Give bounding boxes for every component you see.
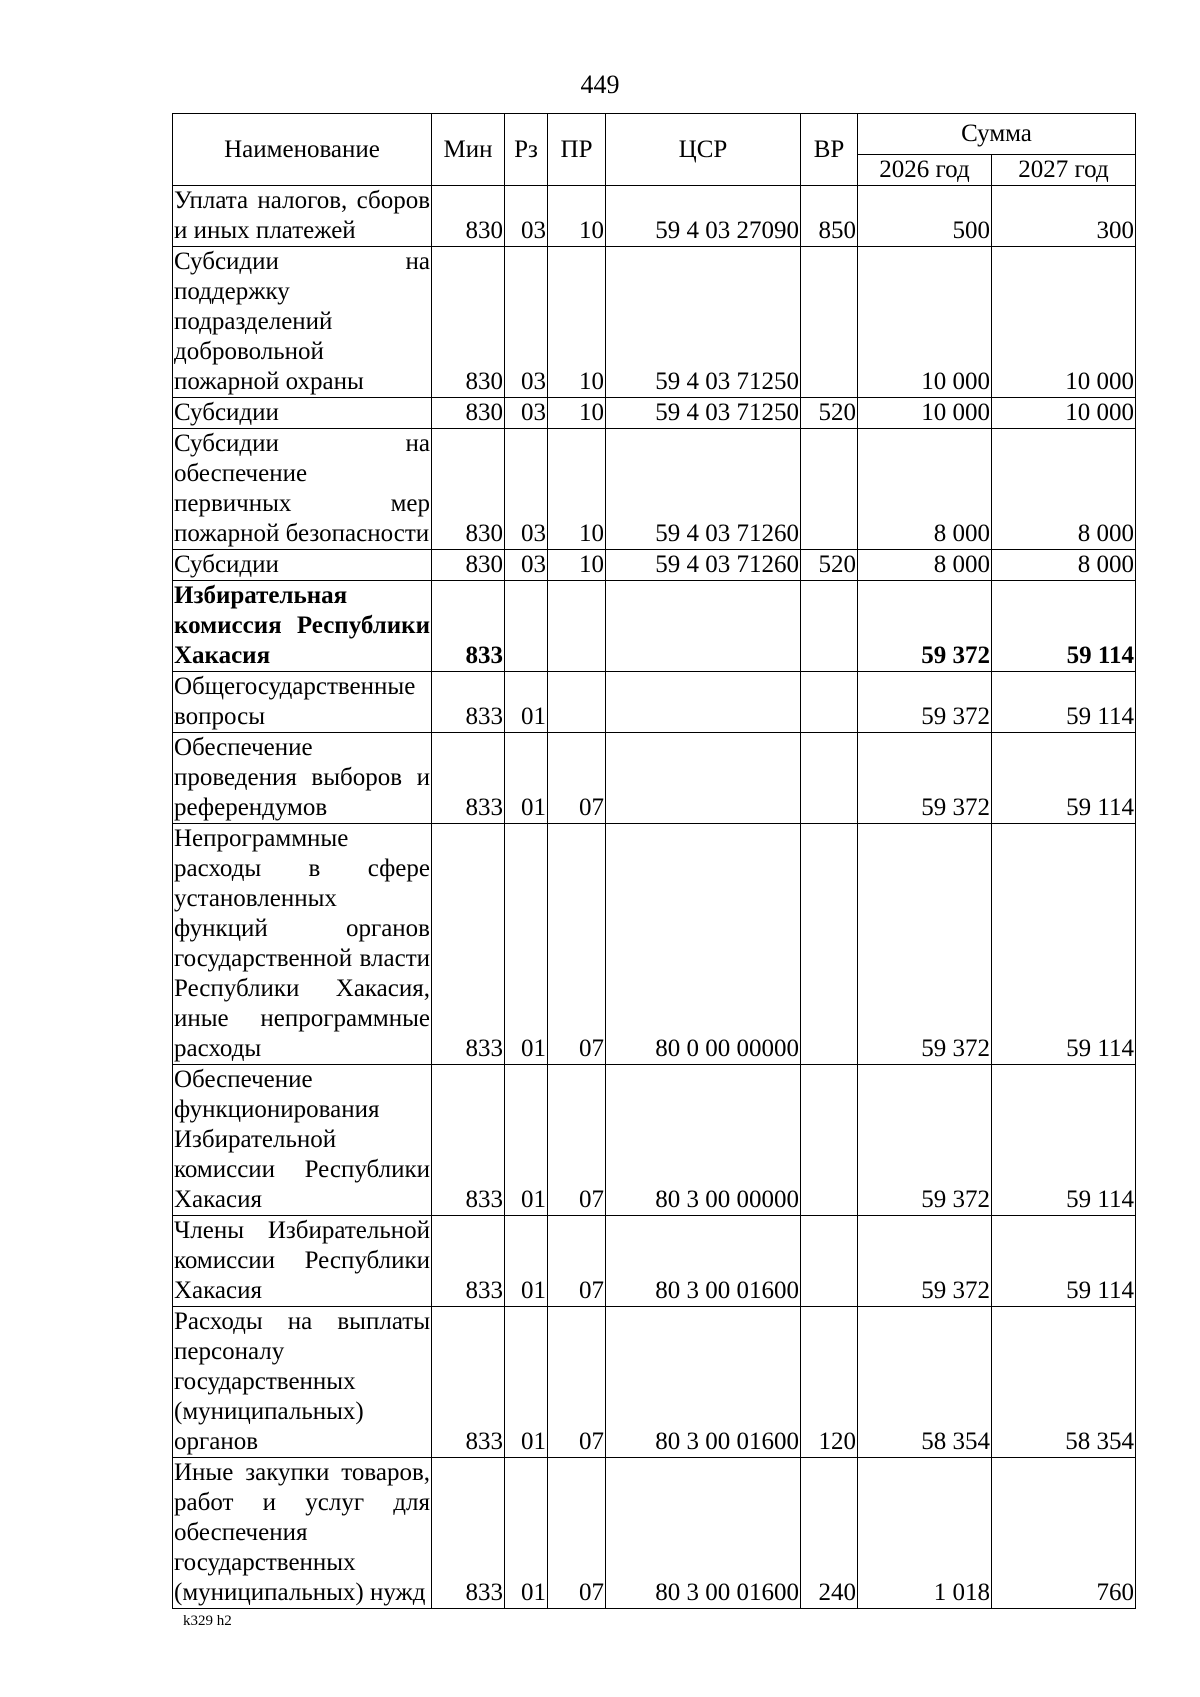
cell-csr: 80 0 00 00000	[606, 824, 801, 1065]
table-row	[173, 733, 1136, 824]
cell-y2026: 500	[858, 186, 992, 247]
cell-rz: 01	[505, 824, 548, 1065]
cell-csr: 59 4 03 71260	[606, 429, 801, 550]
cell-csr: 59 4 03 71250	[606, 247, 801, 398]
cell-min: 830	[432, 550, 505, 581]
header-2027: 2027 год	[992, 155, 1136, 186]
header-rz: Рз	[505, 114, 548, 186]
table-row	[173, 398, 1136, 429]
cell-y2026: 1 018	[858, 1458, 992, 1609]
cell-pr: 07	[548, 1065, 606, 1216]
cell-min: 830	[432, 429, 505, 550]
cell-rz: 01	[505, 1216, 548, 1307]
cell-min: 833	[432, 581, 505, 672]
cell-vr	[801, 672, 858, 733]
page-number: 449	[580, 70, 620, 99]
header-sum: Сумма	[858, 114, 1136, 155]
cell-y2026: 59 372	[858, 733, 992, 824]
cell-name: Субсидии	[173, 398, 432, 429]
cell-y2027: 59 114	[992, 672, 1136, 733]
cell-min: 833	[432, 1307, 505, 1458]
header-csr: ЦСР	[606, 114, 801, 186]
cell-csr: 80 3 00 00000	[606, 1065, 801, 1216]
cell-y2027: 300	[992, 186, 1136, 247]
cell-y2027: 8 000	[992, 429, 1136, 550]
cell-pr: 10	[548, 186, 606, 247]
cell-y2026: 8 000	[858, 550, 992, 581]
cell-pr: 07	[548, 733, 606, 824]
cell-min: 830	[432, 398, 505, 429]
cell-vr: 520	[801, 550, 858, 581]
cell-name: Непрограммные расходы в сфере установленных функций органов государственной власти Республики Хакасия, иные непрограммные расходы	[173, 824, 432, 1065]
cell-min: 833	[432, 1065, 505, 1216]
cell-y2026: 59 372	[858, 581, 992, 672]
cell-vr	[801, 824, 858, 1065]
cell-vr: 520	[801, 398, 858, 429]
cell-csr: 80 3 00 01600	[606, 1307, 801, 1458]
header-vr: ВР	[801, 114, 858, 186]
cell-y2027: 760	[992, 1458, 1136, 1609]
cell-rz: 03	[505, 550, 548, 581]
cell-name: Субсидии на обеспечение первичных мер пожарной безопасности	[173, 429, 432, 550]
cell-min: 833	[432, 1216, 505, 1307]
cell-min: 830	[432, 186, 505, 247]
cell-min: 830	[432, 247, 505, 398]
cell-pr: 10	[548, 429, 606, 550]
cell-pr: 10	[548, 398, 606, 429]
cell-rz: 01	[505, 1307, 548, 1458]
cell-y2026: 10 000	[858, 398, 992, 429]
cell-y2026: 59 372	[858, 1065, 992, 1216]
cell-name: Общегосударственные вопросы	[173, 672, 432, 733]
cell-y2026: 58 354	[858, 1307, 992, 1458]
cell-csr: 59 4 03 71250	[606, 398, 801, 429]
cell-rz: 01	[505, 1065, 548, 1216]
table-row	[173, 824, 1136, 1065]
cell-rz: 03	[505, 398, 548, 429]
cell-name: Избирательная комиссия Республики Хакасия	[173, 581, 432, 672]
cell-min: 833	[432, 733, 505, 824]
cell-rz: 03	[505, 429, 548, 550]
table-row	[173, 247, 1136, 398]
cell-csr: 80 3 00 01600	[606, 1216, 801, 1307]
cell-name: Уплата налогов, сборов и иных платежей	[173, 186, 432, 247]
table-row	[173, 186, 1136, 247]
cell-y2026: 10 000	[858, 247, 992, 398]
cell-vr	[801, 733, 858, 824]
cell-y2027: 59 114	[992, 581, 1136, 672]
cell-vr	[801, 429, 858, 550]
cell-pr: 07	[548, 1307, 606, 1458]
cell-vr	[801, 1065, 858, 1216]
cell-name: Субсидии	[173, 550, 432, 581]
cell-vr	[801, 247, 858, 398]
header-min: Мин	[432, 114, 505, 186]
table-row	[173, 581, 1136, 672]
cell-pr	[548, 581, 606, 672]
cell-pr: 10	[548, 247, 606, 398]
table-row	[173, 672, 1136, 733]
cell-vr: 850	[801, 186, 858, 247]
cell-rz: 01	[505, 733, 548, 824]
cell-min: 833	[432, 824, 505, 1065]
cell-csr	[606, 733, 801, 824]
cell-name: Обеспечение проведения выборов и референдумов	[173, 733, 432, 824]
cell-name: Члены Избирательной комиссии Республики Хакасия	[173, 1216, 432, 1307]
budget-table	[172, 113, 1136, 1609]
cell-y2027: 58 354	[992, 1307, 1136, 1458]
cell-y2027: 59 114	[992, 1216, 1136, 1307]
cell-csr	[606, 581, 801, 672]
cell-min: 833	[432, 1458, 505, 1609]
cell-y2027: 10 000	[992, 398, 1136, 429]
cell-rz: 03	[505, 247, 548, 398]
cell-pr: 07	[548, 1216, 606, 1307]
cell-vr	[801, 1216, 858, 1307]
cell-csr: 80 3 00 01600	[606, 1458, 801, 1609]
cell-y2026: 59 372	[858, 1216, 992, 1307]
cell-y2027: 59 114	[992, 733, 1136, 824]
cell-vr: 240	[801, 1458, 858, 1609]
cell-y2027: 59 114	[992, 1065, 1136, 1216]
table-row	[173, 1216, 1136, 1307]
cell-vr: 120	[801, 1307, 858, 1458]
cell-name: Иные закупки товаров, работ и услуг для обеспечения государственных (муниципальных) нужд	[173, 1458, 432, 1609]
cell-rz: 03	[505, 186, 548, 247]
header-name: Наименование	[173, 114, 432, 186]
cell-rz	[505, 581, 548, 672]
cell-name: Субсидии на поддержку подразделений добровольной пожарной охраны	[173, 247, 432, 398]
cell-csr	[606, 672, 801, 733]
table-row	[173, 1307, 1136, 1458]
table-row	[173, 1458, 1136, 1609]
cell-name: Расходы на выплаты персоналу государственных (муниципальных) органов	[173, 1307, 432, 1458]
cell-rz: 01	[505, 1458, 548, 1609]
cell-y2027: 10 000	[992, 247, 1136, 398]
cell-csr: 59 4 03 71260	[606, 550, 801, 581]
table-row	[173, 1065, 1136, 1216]
cell-y2027: 59 114	[992, 824, 1136, 1065]
table-row	[173, 429, 1136, 550]
cell-pr: 10	[548, 550, 606, 581]
cell-csr: 59 4 03 27090	[606, 186, 801, 247]
table-row	[173, 550, 1136, 581]
cell-rz: 01	[505, 672, 548, 733]
cell-vr	[801, 581, 858, 672]
cell-y2026: 59 372	[858, 672, 992, 733]
header-2026: 2026 год	[858, 155, 992, 186]
cell-y2026: 8 000	[858, 429, 992, 550]
cell-min: 833	[432, 672, 505, 733]
header-pr: ПР	[548, 114, 606, 186]
cell-name: Обеспечение функционирования Избирательной комиссии Республики Хакасия	[173, 1065, 432, 1216]
cell-y2027: 8 000	[992, 550, 1136, 581]
cell-pr: 07	[548, 1458, 606, 1609]
cell-pr: 07	[548, 824, 606, 1065]
cell-pr	[548, 672, 606, 733]
cell-y2026: 59 372	[858, 824, 992, 1065]
footer-code: k329 h2	[183, 1613, 232, 1629]
